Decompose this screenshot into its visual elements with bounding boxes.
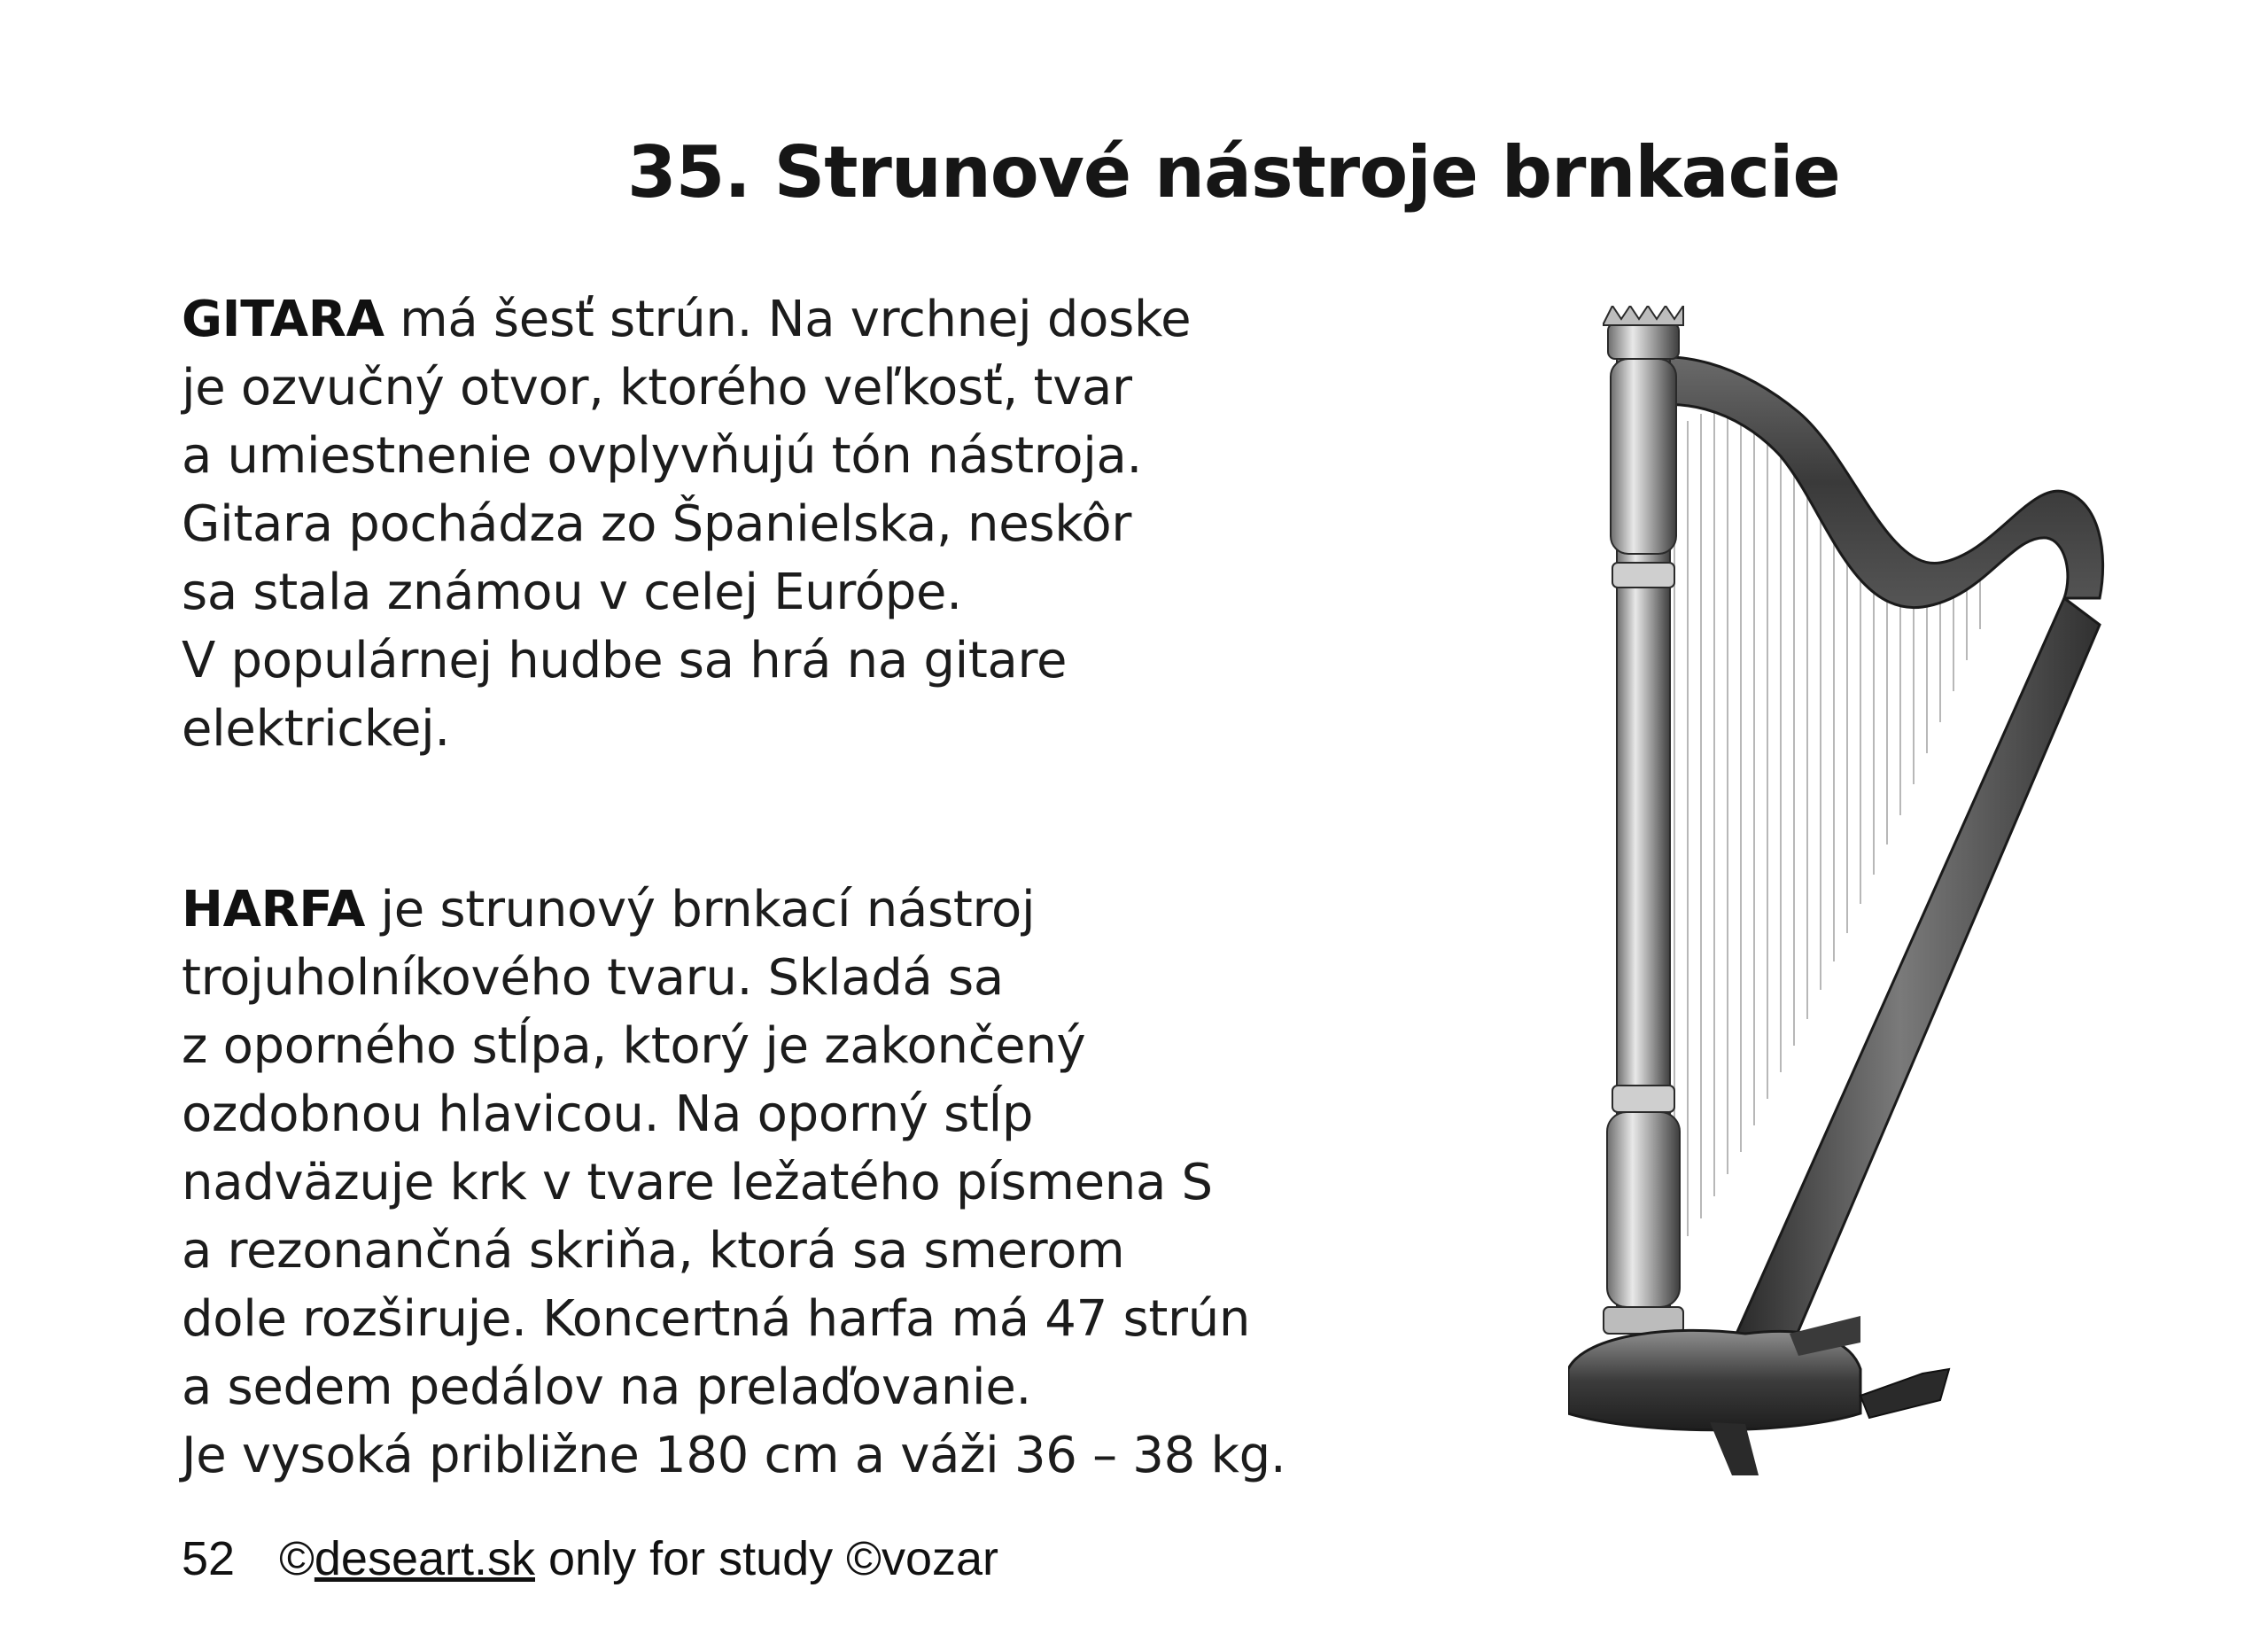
harfa-paragraph [182,876,1285,1490]
harfa-heading: HARFA [182,881,365,938]
copyright-symbol: © [279,1532,315,1585]
harfa-line-8: a sedem pedálov na prelaďovanie. [182,1358,1031,1416]
harfa-line-6: a rezonančná skriňa, ktorá sa smerom [182,1222,1125,1280]
harp-soundboard [1736,598,2100,1351]
page-footer [182,1528,998,1590]
harfa-line-5: nadväzuje krk v tvare ležatého písmena S [182,1154,1213,1211]
paragraph-line [182,285,1191,354]
harfa-line-9: Je vysoká približne 180 cm a váži 36 – 38 kg. [182,1427,1286,1484]
footer-note: only for study ©vozar [535,1532,998,1585]
harp-column [1604,306,1683,1334]
paragraph-line [182,876,1285,944]
harp-neck [1617,357,2103,608]
gitara-line-2: je ozvučný otvor, ktorého veľkosť, tvar [182,359,1132,416]
page-title: 35. Strunové nástroje brnkacie [627,131,1840,214]
site-link[interactable]: deseart.sk [314,1532,535,1585]
harfa-line-3: z oporného stĺpa, ktorý je zakončený [182,1017,1086,1075]
harfa-line-2: trojuholníkového tvaru. Skladá sa [182,949,1004,1007]
harfa-line-4: ozdobnou hlavicou. Na oporný stĺp [182,1086,1034,1143]
gitara-line-5: sa stala známou v celej Európe. [182,564,962,621]
harfa-line-1: je strunový brnkací nástroj [365,881,1036,938]
harp-image [1568,306,2126,1484]
harp-base [1568,1316,1949,1475]
gitara-heading: GITARA [182,291,384,348]
gitara-line-1: má šesť strún. Na vrchnej doske [384,291,1192,348]
page-number: 52 [182,1532,236,1585]
gitara-line-3: a umiestnenie ovplyvňujú tón nástroja. [182,427,1142,485]
harp-icon [1568,306,2126,1484]
harfa-line-7: dole rozširuje. Koncertná harfa má 47 strún [182,1290,1251,1348]
gitara-line-7: elektrickej. [182,700,450,758]
gitara-paragraph [182,285,1191,763]
gitara-line-6: V populárnej hudbe sa hrá na gitare [182,632,1068,689]
gitara-line-4: Gitara pochádza zo Španielska, neskôr [182,495,1132,553]
